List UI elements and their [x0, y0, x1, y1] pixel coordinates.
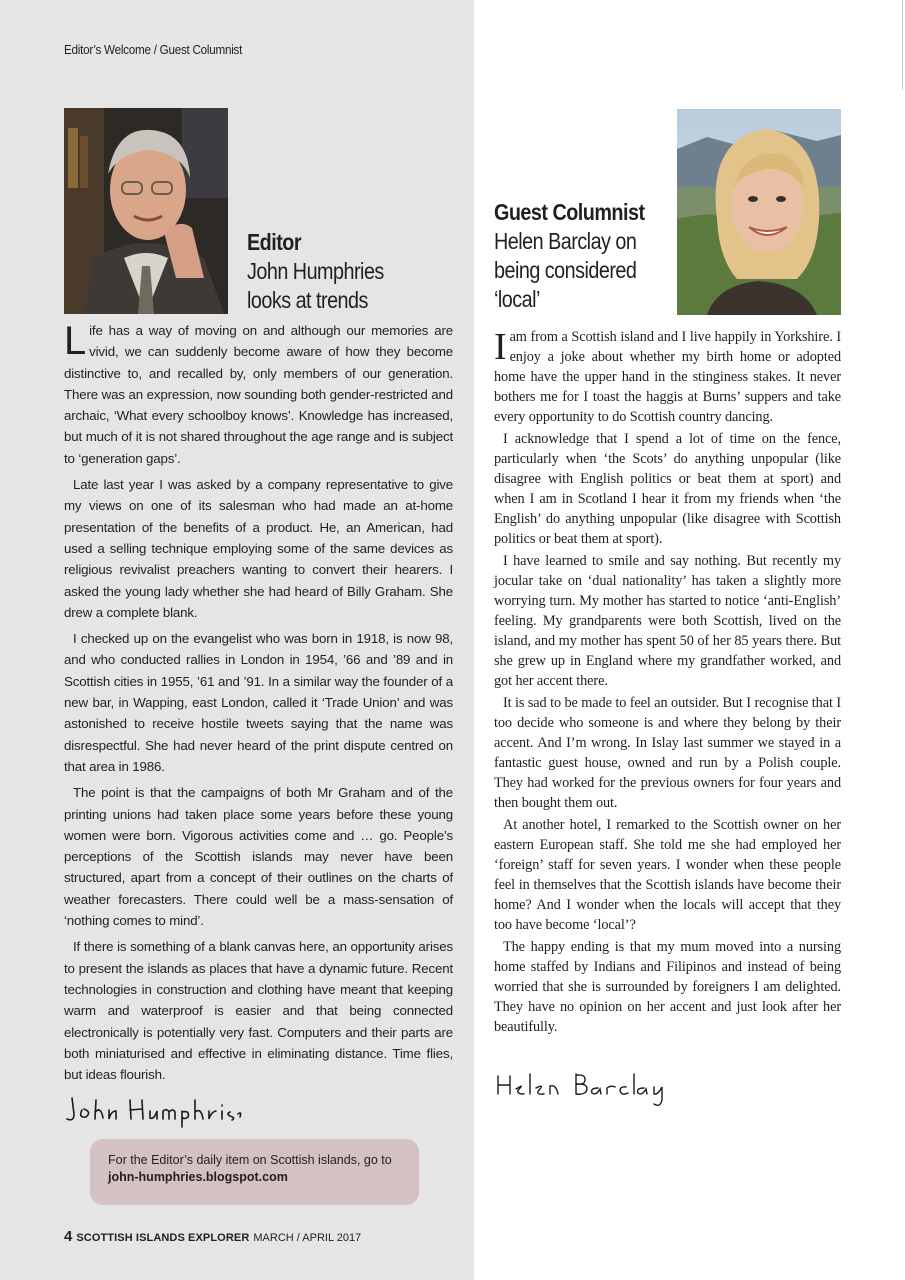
- guest-headline-line: ‘local’: [494, 286, 540, 312]
- guest-headline-line: Helen Barclay on: [494, 228, 637, 254]
- guest-paragraph: At another hotel, I remarked to the Scottish owner on her eastern European staff. She told me she had employed her ‘foreign’ staff for seven years. I wonder when these people feel in themselves that the Scottish islands have become their home? And I wonder when the locals will accept that they too have become ‘local’?: [494, 817, 841, 933]
- guest-photo: [677, 109, 841, 315]
- editor-drop-cap: L: [64, 319, 87, 363]
- promo-blog-link[interactable]: john-humphries.blogspot.com: [108, 1170, 288, 1184]
- magazine-name: SCOTTISH ISLANDS EXPLORER: [76, 1232, 250, 1244]
- editor-headline: [247, 228, 384, 315]
- promo-text: For the Editor’s daily item on Scottish islands, go to: [108, 1153, 392, 1167]
- handwritten-signature-icon: [64, 1092, 244, 1128]
- guest-headline: [494, 198, 645, 314]
- editor-paragraph: If there is something of a blank canvas here, an opportunity arises to present the islands as places that have a dynamic future. Recent technologies in construction and clothing have meant that keeping warm and waterproof is easier and that being connected electronically is potentially very fast. Computers and their parts are both miniaturised and effective in eliminating distance. Time flies, but ideas flourish.: [64, 939, 453, 1083]
- guest-paragraph: It is sad to be made to feel an outsider. But I recognise that I too decide who someone is and where they belong by their accent. And I’m wrong. In Islay last summer we stayed in a fantastic guest house, owned and run by a Polish couple. They had worked for the previous owners for four years and then bought them out.: [494, 695, 841, 811]
- guest-paragraph: I have learned to smile and say nothing. But recently my jocular take on ‘dual nationality’ has taken a slightly more worrying turn. My mother has started to notice ‘anti-English’ feeling. My grandparents were both Scottish, lived on the island, and my mother has spent 50 of her 85 years there. But she grew up in England where my grandfather worked, and got her accent there.: [494, 553, 841, 689]
- edge-rule: [902, 0, 903, 90]
- handwritten-signature-icon: [494, 1068, 674, 1108]
- guest-headline-line: being considered: [494, 257, 637, 283]
- portrait-photo-icon: [677, 109, 841, 315]
- guest-drop-cap: I: [494, 326, 507, 368]
- page-number: 4: [64, 1228, 73, 1245]
- guest-signature: [494, 1068, 674, 1108]
- editor-paragraph: Life has a way of moving on and although our memories are vivid, we can suddenly become aware of how they become distinctive to, and recalled by, only members of our generation. There was an expression, now sounding both gender-restricted and archaic, ‘What every schoolboy knows’. Knowledge has increased, but much of it is not shared throughout the age range and is subject to ‘generation gaps’.: [64, 319, 453, 466]
- editor-paragraph: The point is that the campaigns of both Mr Graham and of the printing unions had taken place some years before these young women were born. Vigorous activities come and … go. People’s perceptions of the Scottish islands may never have been structured, apart from a concept of their outlines on the charts of weather forecasters. There could well be a mass-sensation of ‘nothing comes to mind’.: [64, 785, 453, 929]
- editor-headline-line: John Humphries: [247, 258, 384, 284]
- section-label: Editor’s Welcome / Guest Columnist: [64, 42, 243, 57]
- editor-article-body: [64, 320, 453, 1090]
- portrait-photo-icon: [64, 108, 228, 314]
- editor-signature: [64, 1092, 244, 1128]
- editor-headline-line: looks at trends: [247, 287, 368, 313]
- guest-paragraph: Iam from a Scottish island and I live happily in Yorkshire. I enjoy a joke about whether my birth home or adopted home have the upper hand in the stinginess stakes. It never bothers me for I toast the haggis at Burns’ suppers and take every opportunity to do Scottish country dancing.: [494, 326, 841, 425]
- promo-box: [90, 1139, 419, 1205]
- editor-paragraph: I checked up on the evangelist who was born in 1918, is now 98, and who conducted rallies in London in 1954, ’66 and ’89 and in Scottish cities in 1955, ’61 and ’91. In a similar way the founder of a new bar, in Wapping, east London, called it ‘Trade Union’ and was astonished to receive hostile tweets saying that the name was disrespectful. She had never heard of the print dispute centred on that area in 1986.: [64, 631, 453, 774]
- editor-photo: [64, 108, 228, 314]
- editor-paragraph: Late last year I was asked by a company representative to give my views on one of its salesman who had made an at-home presentation of the benefits of a product. He, an American, had used a selling technique employing some of the same devices as religious revivalist preachers wanting to convert their hearers. I asked the young lady whether she had heard of Billy Graham. She drew a complete blank.: [64, 477, 453, 620]
- guest-paragraph: I acknowledge that I spend a lot of time on the fence, particularly when ‘the Scots’ do anything unpopular (like disagree with English politics or beat them at sport) and when I am in Scotland I hear it from my friends when ‘the English’ do anything unpopular (like disagree with Scottish politics or beat them at sport).: [494, 431, 841, 547]
- guest-paragraph: The happy ending is that my mum moved into a nursing home staffed by Indians and Filipinos and instead of being worried that she is surrounded by foreigners I am delighted. They have no opinion on her accent and just look after her beautifully.: [494, 939, 841, 1035]
- page-footer: [64, 1228, 361, 1245]
- issue-date: MARCH / APRIL 2017: [253, 1232, 362, 1244]
- guest-kicker: Guest Columnist: [494, 199, 645, 225]
- guest-article-body: [494, 327, 841, 1039]
- editor-kicker: Editor: [247, 229, 302, 255]
